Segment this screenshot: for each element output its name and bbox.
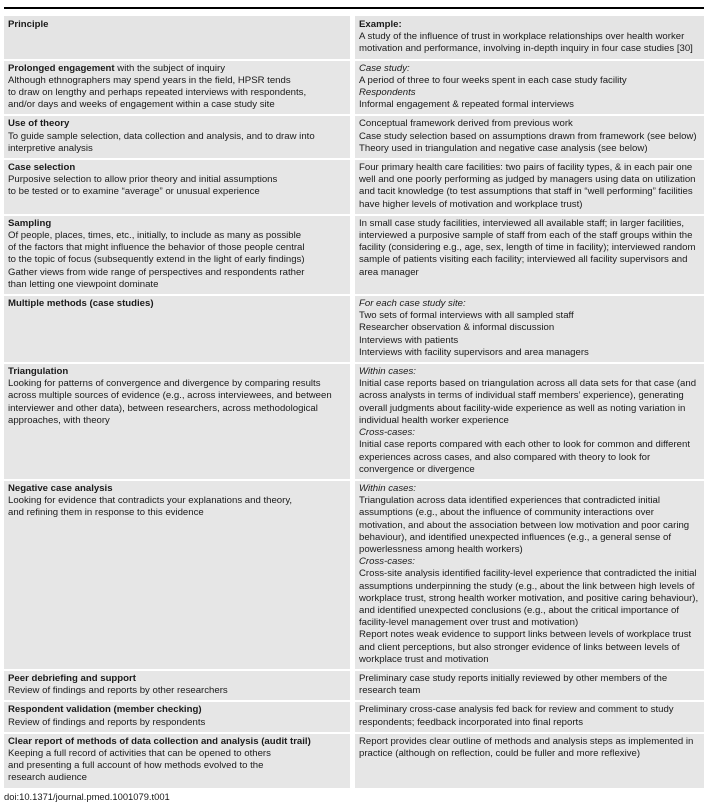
principle-header-cell — [4, 16, 350, 59]
principle-title-line — [8, 483, 346, 495]
example-text: Theory used in triangulation and negative case analysis (see below) — [359, 142, 648, 154]
principle-description-line: of the factors that might influence the behavior of those people central — [8, 242, 305, 254]
principle-description-line: to draw on lengthy and perhaps repeated interviews with respondents, — [8, 87, 307, 99]
principle-cell — [4, 160, 350, 214]
example-cell — [350, 216, 704, 294]
principle-title-line — [8, 118, 346, 130]
principle-description-line: than letting one viewpoint dominate — [8, 278, 159, 290]
table-header-row — [4, 16, 704, 59]
principle-description-line: and/or days and weeks of engagement within a case study site — [8, 99, 275, 111]
principle-header: Principle — [8, 19, 49, 30]
principle-cell — [4, 61, 350, 115]
example-description: A study of the influence of trust in workplace relationships over health worker motivation and performance, involving in-depth inquiry in four case studies [30] — [359, 31, 693, 55]
table-row — [4, 481, 704, 669]
principle-cell — [4, 481, 350, 669]
principle-description-line: interviewer and other data), between researchers, across methodological — [8, 402, 318, 414]
example-text: Initial case reports compared with each other to look for common and different experiences across cases, and also compared with theory to look for convergence or divergence — [359, 439, 690, 475]
principle-cell — [4, 364, 350, 479]
example-header: Example: — [359, 19, 402, 30]
table-row — [4, 116, 704, 158]
example-text: Preliminary cross-case analysis fed back for review and comment to study respondents; feedback incorporated into final reports — [359, 704, 674, 728]
principle-description-line: to be tested or to examine “average” or unusual experience — [8, 186, 260, 198]
example-text: Report notes weak evidence to support links between levels of workplace trust and client perceptions, but also stronger evidence of links between levels of workplace trust and motivation — [359, 629, 692, 665]
example-cell — [350, 160, 704, 214]
principle-title: Case selection — [8, 162, 76, 174]
example-cell — [350, 734, 704, 788]
example-subheading: Cross-cases: — [359, 427, 415, 439]
table-row — [4, 702, 704, 731]
principle-cell — [4, 116, 350, 158]
principle-title: Sampling — [8, 217, 52, 229]
example-text: In small case study facilities, interviewed all available staff; in larger facilities, interviewed a purposive sample of staff from each of the staff groups within the facility (considering e.g., age, sex, length of time in facility); interviewed random sample of patients visiting each facility; interviewed all facility supervisors and area manager — [359, 217, 696, 278]
principle-title-line — [8, 298, 346, 310]
table-row — [4, 216, 704, 294]
principle-description-line: To guide sample selection, data collection and analysis, and to draw into — [8, 130, 315, 142]
principle-cell — [4, 296, 350, 362]
example-text: Interviews with patients — [359, 334, 459, 346]
principle-description-line: and refining them in response to this evidence — [8, 507, 204, 519]
example-cell — [350, 702, 704, 731]
principle-title: Multiple methods (case studies) — [8, 298, 154, 310]
principle-title: Prolonged engagement — [8, 62, 115, 74]
principle-title-line — [8, 704, 346, 716]
principle-description-line: Purposive selection to allow prior theory and initial assumptions — [8, 174, 278, 186]
principle-title-line — [8, 366, 346, 378]
trustworthiness-table — [4, 14, 704, 790]
principle-description-line: Gather views from wide range of perspectives and respondents rather — [8, 266, 305, 278]
principle-title-line — [8, 736, 346, 748]
table-top-rule — [4, 7, 704, 9]
example-subheading: Within cases: — [359, 366, 416, 378]
principle-description-line: approaches, with theory — [8, 414, 110, 426]
principle-cell — [4, 671, 350, 700]
example-text: Interviews with facility supervisors and area managers — [359, 346, 589, 358]
principle-description-line: research audience — [8, 772, 87, 784]
example-header-cell — [350, 16, 704, 59]
principle-title: Respondent validation (member checking) — [8, 704, 202, 716]
principle-title-line — [8, 218, 346, 230]
principle-title-suffix: with the subject of inquiry — [114, 62, 225, 74]
principle-cell — [4, 216, 350, 294]
example-cell — [350, 671, 704, 700]
example-subheading: Case study: — [359, 62, 410, 74]
principle-description-line: Looking for evidence that contradicts your explanations and theory, — [8, 495, 293, 507]
example-cell — [350, 116, 704, 158]
doi-footer: doi:10.1371/journal.pmed.1001079.t001 — [4, 790, 170, 802]
table-row — [4, 734, 704, 788]
example-subheading: Cross-cases: — [359, 556, 415, 568]
example-text: Four primary health care facilities: two pairs of facility types, & in each pair one well and one poorly performing as judged by managers using data on utilization and tacit knowledge (to test assumptions that staff in “well performing” facilities have higher levels of motivation and workplace trust) — [359, 162, 696, 210]
principle-description-line: Looking for patterns of convergence and divergence by comparing results — [8, 378, 321, 390]
example-text: Informal engagement & repeated formal interviews — [359, 99, 574, 111]
principle-title: Negative case analysis — [8, 482, 113, 494]
example-text: Cross-site analysis identified facility-level experience that contradicted the initial assumptions underpinning the study (e.g., about the link between high levels of workplace trust, strong health worker motivation, and positive caring behaviour), and identified unexpected conclusions (e.g., about the critical importance of facility-level management over trust and motivation) — [359, 568, 699, 629]
principle-cell — [4, 734, 350, 788]
table-row — [4, 61, 704, 115]
principle-description-line: Of people, places, times, etc., initially, to include as many as possible — [8, 230, 302, 242]
example-text: Initial case reports based on triangulation across all data sets for that case (and across analysts in terms of individual staff members’ experience), generating overall judgments about facility-wide experience as well as noting variation in individual health worker experience — [359, 378, 697, 426]
example-text: Report provides clear outline of methods and analysis steps as implemented in practice (although on reflection, could be fuller and more reflexive) — [359, 735, 694, 759]
table-row — [4, 364, 704, 479]
example-text: Triangulation across data identified experiences that contradicted initial assumptions (e.g., about the influence of community interactions over motivation, and about the association between low motivation and poor caring behaviour), and identified unexpected influences (e.g., a general sense of powerlessness among health workers) — [359, 495, 690, 555]
principle-title-line — [8, 673, 346, 685]
principle-title: Use of theory — [8, 118, 70, 130]
table-row — [4, 160, 704, 214]
principle-cell — [4, 702, 350, 731]
principle-title: Clear report of methods of data collection and analysis (audit trail) — [8, 735, 311, 747]
example-cell — [350, 481, 704, 669]
example-subheading: For each case study site: — [359, 298, 466, 310]
example-text: Researcher observation & informal discussion — [359, 322, 555, 334]
example-cell — [350, 296, 704, 362]
principle-description-line: Although ethnographers may spend years in the field, HPSR tends — [8, 74, 291, 86]
example-subheading: Within cases: — [359, 482, 416, 494]
principle-description-line: to the topic of focus (subsequently extend in the light of early findings) — [8, 254, 305, 266]
principle-description-line: across multiple sources of evidence (e.g., across interviewees, and between — [8, 390, 332, 402]
table-row — [4, 296, 704, 362]
principle-title: Peer debriefing and support — [8, 672, 136, 684]
example-text: Two sets of formal interviews with all sampled staff — [359, 310, 574, 322]
example-text: Case study selection based on assumptions drawn from framework (see below) — [359, 130, 697, 142]
principle-title-line — [8, 162, 346, 174]
example-text: Preliminary case study reports initially reviewed by other members of the research team — [359, 672, 668, 697]
principle-description-line: and presenting a full account of how methods evolved to the — [8, 760, 264, 772]
principle-description-line: Review of findings and reports by other researchers — [8, 685, 228, 697]
example-subheading: Respondents — [359, 87, 416, 99]
example-text: A period of three to four weeks spent in each case study facility — [359, 74, 627, 86]
example-cell — [350, 61, 704, 115]
example-text: Conceptual framework derived from previous work — [359, 118, 573, 130]
principle-description-line: Review of findings and reports by respondents — [8, 716, 206, 728]
principle-description-line: Keeping a full record of activities that can be opened to others — [8, 747, 271, 759]
principle-title-line — [8, 63, 346, 75]
principle-description-line: interpretive analysis — [8, 142, 93, 154]
table-row — [4, 671, 704, 700]
example-cell — [350, 364, 704, 479]
principle-title: Triangulation — [8, 366, 69, 378]
